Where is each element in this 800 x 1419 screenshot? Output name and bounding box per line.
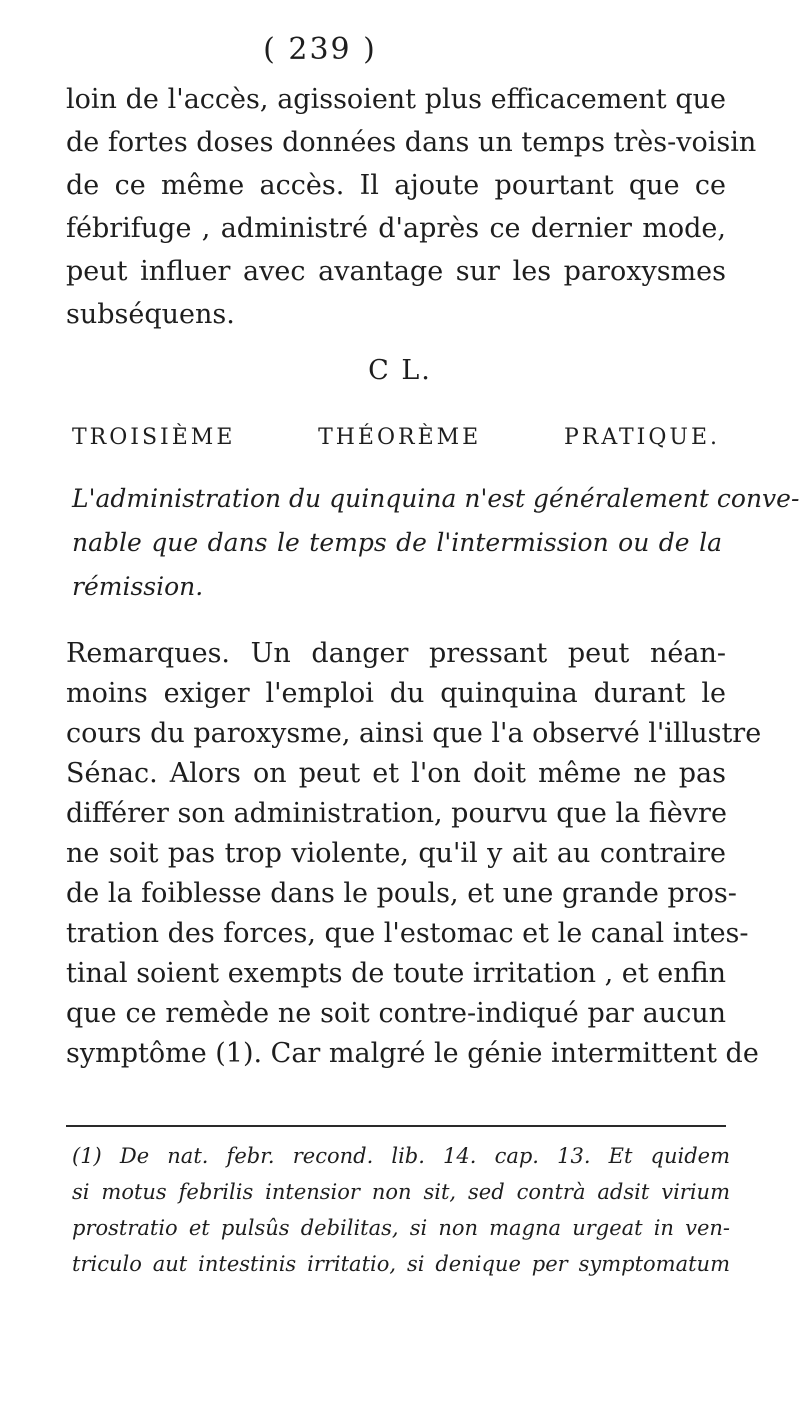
body-line: peut influer avec avantage sur les paroxysmes — [66, 256, 726, 287]
body-line: de fortes doses données dans un temps très-voisin — [66, 127, 757, 158]
page-number: ( 239 ) — [263, 32, 377, 67]
remarks-line: de la foiblesse dans le pouls, et une grande pros- — [66, 878, 737, 909]
body-line: fébrifuge , administré d'après ce dernier mode, — [66, 213, 726, 244]
remarks-line: moins exiger l'emploi du quinquina durant le — [66, 678, 726, 709]
footnote-line: prostratio et pulsûs debilitas, si non magna urgeat in ven- — [72, 1216, 730, 1240]
body-line: loin de l'accès, agissoient plus efficacement que — [66, 84, 726, 115]
remarks-line: que ce remède ne soit contre-indiqué par aucun — [66, 998, 726, 1029]
remarks-line: différer son administration, pourvu que la fièvre — [66, 798, 727, 829]
remarks-line: Sénac. Alors on peut et l'on doit même ne pas — [66, 758, 726, 789]
remarks-line: Remarques. Un danger pressant peut néan- — [66, 638, 726, 669]
body-line: de ce même accès. Il ajoute pourtant que ce — [66, 170, 726, 201]
remarks-line: cours du paroxysme, ainsi que l'a observé l'illustre — [66, 718, 762, 749]
theorem-line: L'administration du quinquina n'est généralement conve- — [72, 484, 800, 513]
footnote-line: si motus febrilis intensior non sit, sed contrà adsit virium — [72, 1180, 730, 1204]
remarks-line: tration des forces, que l'estomac et le canal intes- — [66, 918, 749, 949]
footnote-divider — [66, 1125, 726, 1127]
body-line: subséquens. — [66, 299, 235, 330]
section-heading: TROISIÈME THÉORÈME PRATIQUE. — [72, 425, 720, 450]
footnote-line: triculo aut intestinis irritatio, si denique per symptomatum — [72, 1252, 730, 1276]
section-number: C L. — [368, 355, 432, 386]
remarks-line: symptôme (1). Car malgré le génie intermittent de — [66, 1038, 759, 1069]
theorem-line: rémission. — [72, 572, 204, 601]
remarks-line: tinal soient exempts de toute irritation , et enfin — [66, 958, 726, 989]
theorem-line: nable que dans le temps de l'intermission ou de la — [72, 528, 722, 557]
footnote-line: (1) De nat. febr. recond. lib. 14. cap. 13. Et quidem — [72, 1144, 730, 1168]
remarks-line: ne soit pas trop violente, qu'il y ait au contraire — [66, 838, 726, 869]
